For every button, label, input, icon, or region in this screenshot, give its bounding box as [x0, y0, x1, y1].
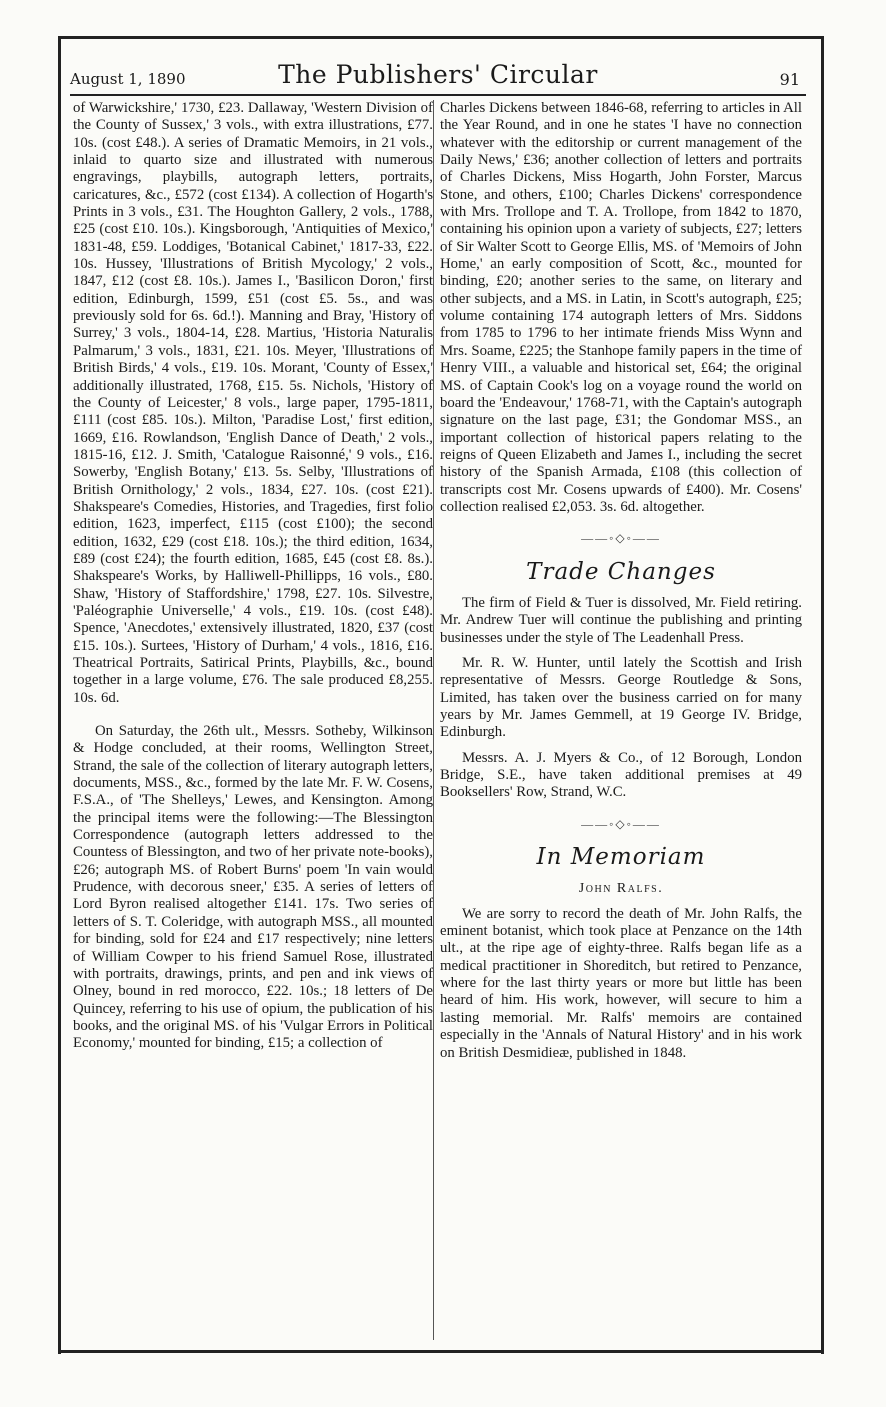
trade-item: Mr. R. W. Hunter, until lately the Scottish and Irish representative of Messrs. George Routledge & Sons, Limited, has taken over the business carried on for many years by Mr. James Gemmell, at 19 George IV. Bridge, Edinburgh.	[440, 654, 802, 741]
column-divider	[433, 100, 434, 1340]
trade-item: Messrs. A. J. Myers & Co., of 12 Borough, London Bridge, S.E., have taken additional premises at 49 Booksellers' Row, Strand, W.C.	[440, 749, 802, 801]
page-header	[70, 58, 806, 96]
right-column	[440, 100, 802, 1062]
cosens-sale-paragraph: On Saturday, the 26th ult., Messrs. Sotheby, Wilkinson & Hodge concluded, at their rooms, Wellington Street, Strand, the sale of the collection of literary autograph letters, documents, MSS., &c., formed by the late Mr. F. W. Cosens, F.S.A., of 'The Shelleys,' Lewes, and Kensington. Among the principal items were the following:—The Blessington Correspondence (autograph letters addressed to the Countess of Blessington, and two of her private note-books), £26; autograph MS. of Robert Burns' poem 'In vain would Prudence, with decorous sneer,' £35. A series of letters of Lord Byron realised altogether £141. 17s. Two series of letters of S. T. Coleridge, with autograph MSS., all mounted for binding, sold for £24 and £17 respectively; nine letters of William Cowper to his friend Samuel Rose, illustrated with portraits, drawings, prints, and pen and ink views of Olney, bound in red morocco, £22. 10s.; 18 letters of De Quincey, referring to his use of opium, the publication of his books, and the original MS. of his 'Vulgar Errors in Political Economy,' mounted for binding, £15; a collection of	[73, 723, 434, 1052]
memoriam-byline: John Ralfs.	[578, 881, 664, 897]
sale-report-paragraph: of Warwickshire,' 1730, £23. Dallaway, 'Western Division of the County of Sussex,' 3 vols., with extra illustrations, £77. 10s. (cost £48.). A series of Dramatic Memoirs, in 21 vols., inlaid to quarto size and illustrated with numerous engravings, playbills, autograph letters, portraits, caricatures, &c., £572 (cost £134). A collection of Hogarth's Prints in 3 vols., £31. The Houghton Gallery, 2 vols., 1788, £25 (cost £10. 10s.). Kingsborough, 'Antiquities of Mexico,' 1831-48, £59. Loddiges, 'Botanical Cabinet,' 1817-33, £22. 10s. Hussey, 'Illustrations of British Mycology,' 2 vols., 1847, £12 (cost £8. 10s.). James I., 'Basilicon Doron,' first edition, Edinburgh, 1599, £51 (cost £5. 5s., and was previously sold for 6s. 6d.!). Manning and Bray, 'History of Surrey,' 3 vols., 1804-14, £28. Martius, 'Historia Naturalis Palmarum,' 3 vols., 1831, £21. 10s. Meyer, 'Illustrations of British Birds,' 4 vols., £19. 10s. Morant, 'County of Essex,' additionally illustrated, 1768, £15. 5s. Nichols, 'History of the County of Leicester,' 8 vols., large paper, 1795-1811, £111 (cost £85. 10s.). Milton, 'Paradise Lost,' first edition, 1669, £16. Rowlandson, 'English Dance of Death,' 2 vols., 1815-16, £12. J. Smith, 'Catalogue Raisonné,' 9 vols., £16. Sowerby, 'English Botany,' £13. 5s. Selby, 'Illustrations of British Ornithology,' 2 vols., 1834, £27. 10s. (cost £21). Shakspeare's Comedies, Histories, and Tragedies, first folio edition, 1623, imperfect, £115 (cost £100); the second edition, 1632, £29 (cost £18. 10s.); the third edition, 1634, £89 (cost £24); the fourth edition, 1685, £45 (cost £8. 8s.). Shakspeare's Works, by Halliwell-Phillipps, 16 vols., £80. Shaw, 'History of Staffordshire,' 1798, £27. 10s. Silvestre, 'Paléographie Universelle,' 4 vols., £19. 10s. (cost £48). Spence, 'Anecdotes,' extensively illustrated, 1820, £37 (cost £15. 10s.). Surtees, 'History of Durham,' 4 vols., 1816, £16. Theatrical Portraits, Satirical Prints, Playbills, &c., bound together in a large volume, £76. The sale produced £8,255. 10s. 6d.	[73, 100, 433, 706]
page-number: 91	[779, 70, 800, 89]
section-ornament: ——◦◇◦——	[581, 816, 661, 831]
left-column	[73, 100, 433, 1053]
trade-changes-heading: Trade Changes	[526, 558, 716, 585]
publication-title: The Publishers' Circular	[278, 60, 598, 89]
section-ornament: ——◦◇◦——	[581, 531, 661, 546]
memoriam-paragraph: We are sorry to record the death of Mr. John Ralfs, the eminent botanist, which took place at Penzance on the 14th ult., at the ripe age of eighty-three. Ralfs began life as a medical practitioner in Shoreditch, but retired to Penzance, where for the last thirty years or more but little has been heard of him. His work, however, will secure to him a lasting memorial. Mr. Ralfs' memoirs are contained especially in the 'Annals of Natural History' and in his work on British Desmidieæ, published in 1848.	[440, 905, 802, 1061]
bottom-border-rule	[58, 1350, 824, 1353]
issue-date: August 1, 1890	[70, 70, 186, 88]
in-memoriam-heading: In Memoriam	[536, 844, 706, 871]
trade-item: The firm of Field & Tuer is dissolved, Mr. Field retiring. Mr. Andrew Tuer will continue the publishing and printing businesses under the style of The Leadenhall Press.	[440, 594, 802, 646]
cosens-continuation-paragraph: Charles Dickens between 1846-68, referring to articles in All the Year Round, and in one he states 'I have no connection whatever with the editorship or current management of the Daily News,' £36; another collection of letters and portraits of Charles Dickens, Miss Hogarth, John Forster, Marcus Stone, and others, £100; Charles Dickens' correspondence with Mrs. Trollope and T. A. Trollope, from 1842 to 1870, containing his opinion upon a variety of subjects, £27; letters of Sir Walter Scott to George Ellis, MS. of 'Memoirs of John Home,' an early composition of Scott, &c., mounted for binding, £20; another series to the same, on literary and other subjects, and a MS. in Latin, in Scott's autograph, £25; volume containing 174 autograph letters of Mrs. Siddons from 1785 to 1796 to her intimate friends Miss Wynn and Mrs. Soame, £225; the Stanhope family papers in the time of Henry VIII., a valuable and historical set, £64; the original MS. of Captain Cook's log on a voyage round the world on board the 'Endeavour,' 1768-71, with the Captain's autograph signature on the last page, £31; the Gondomar MSS., an important collection of historical papers relating to the reigns of Queen Elizabeth and James I., including the secret history of the Spanish Armada, £108 (this collection of transcripts cost Mr. Cosens upwards of £400). Mr. Cosens' collection realised £2,053. 3s. 6d. altogether.	[440, 100, 802, 515]
